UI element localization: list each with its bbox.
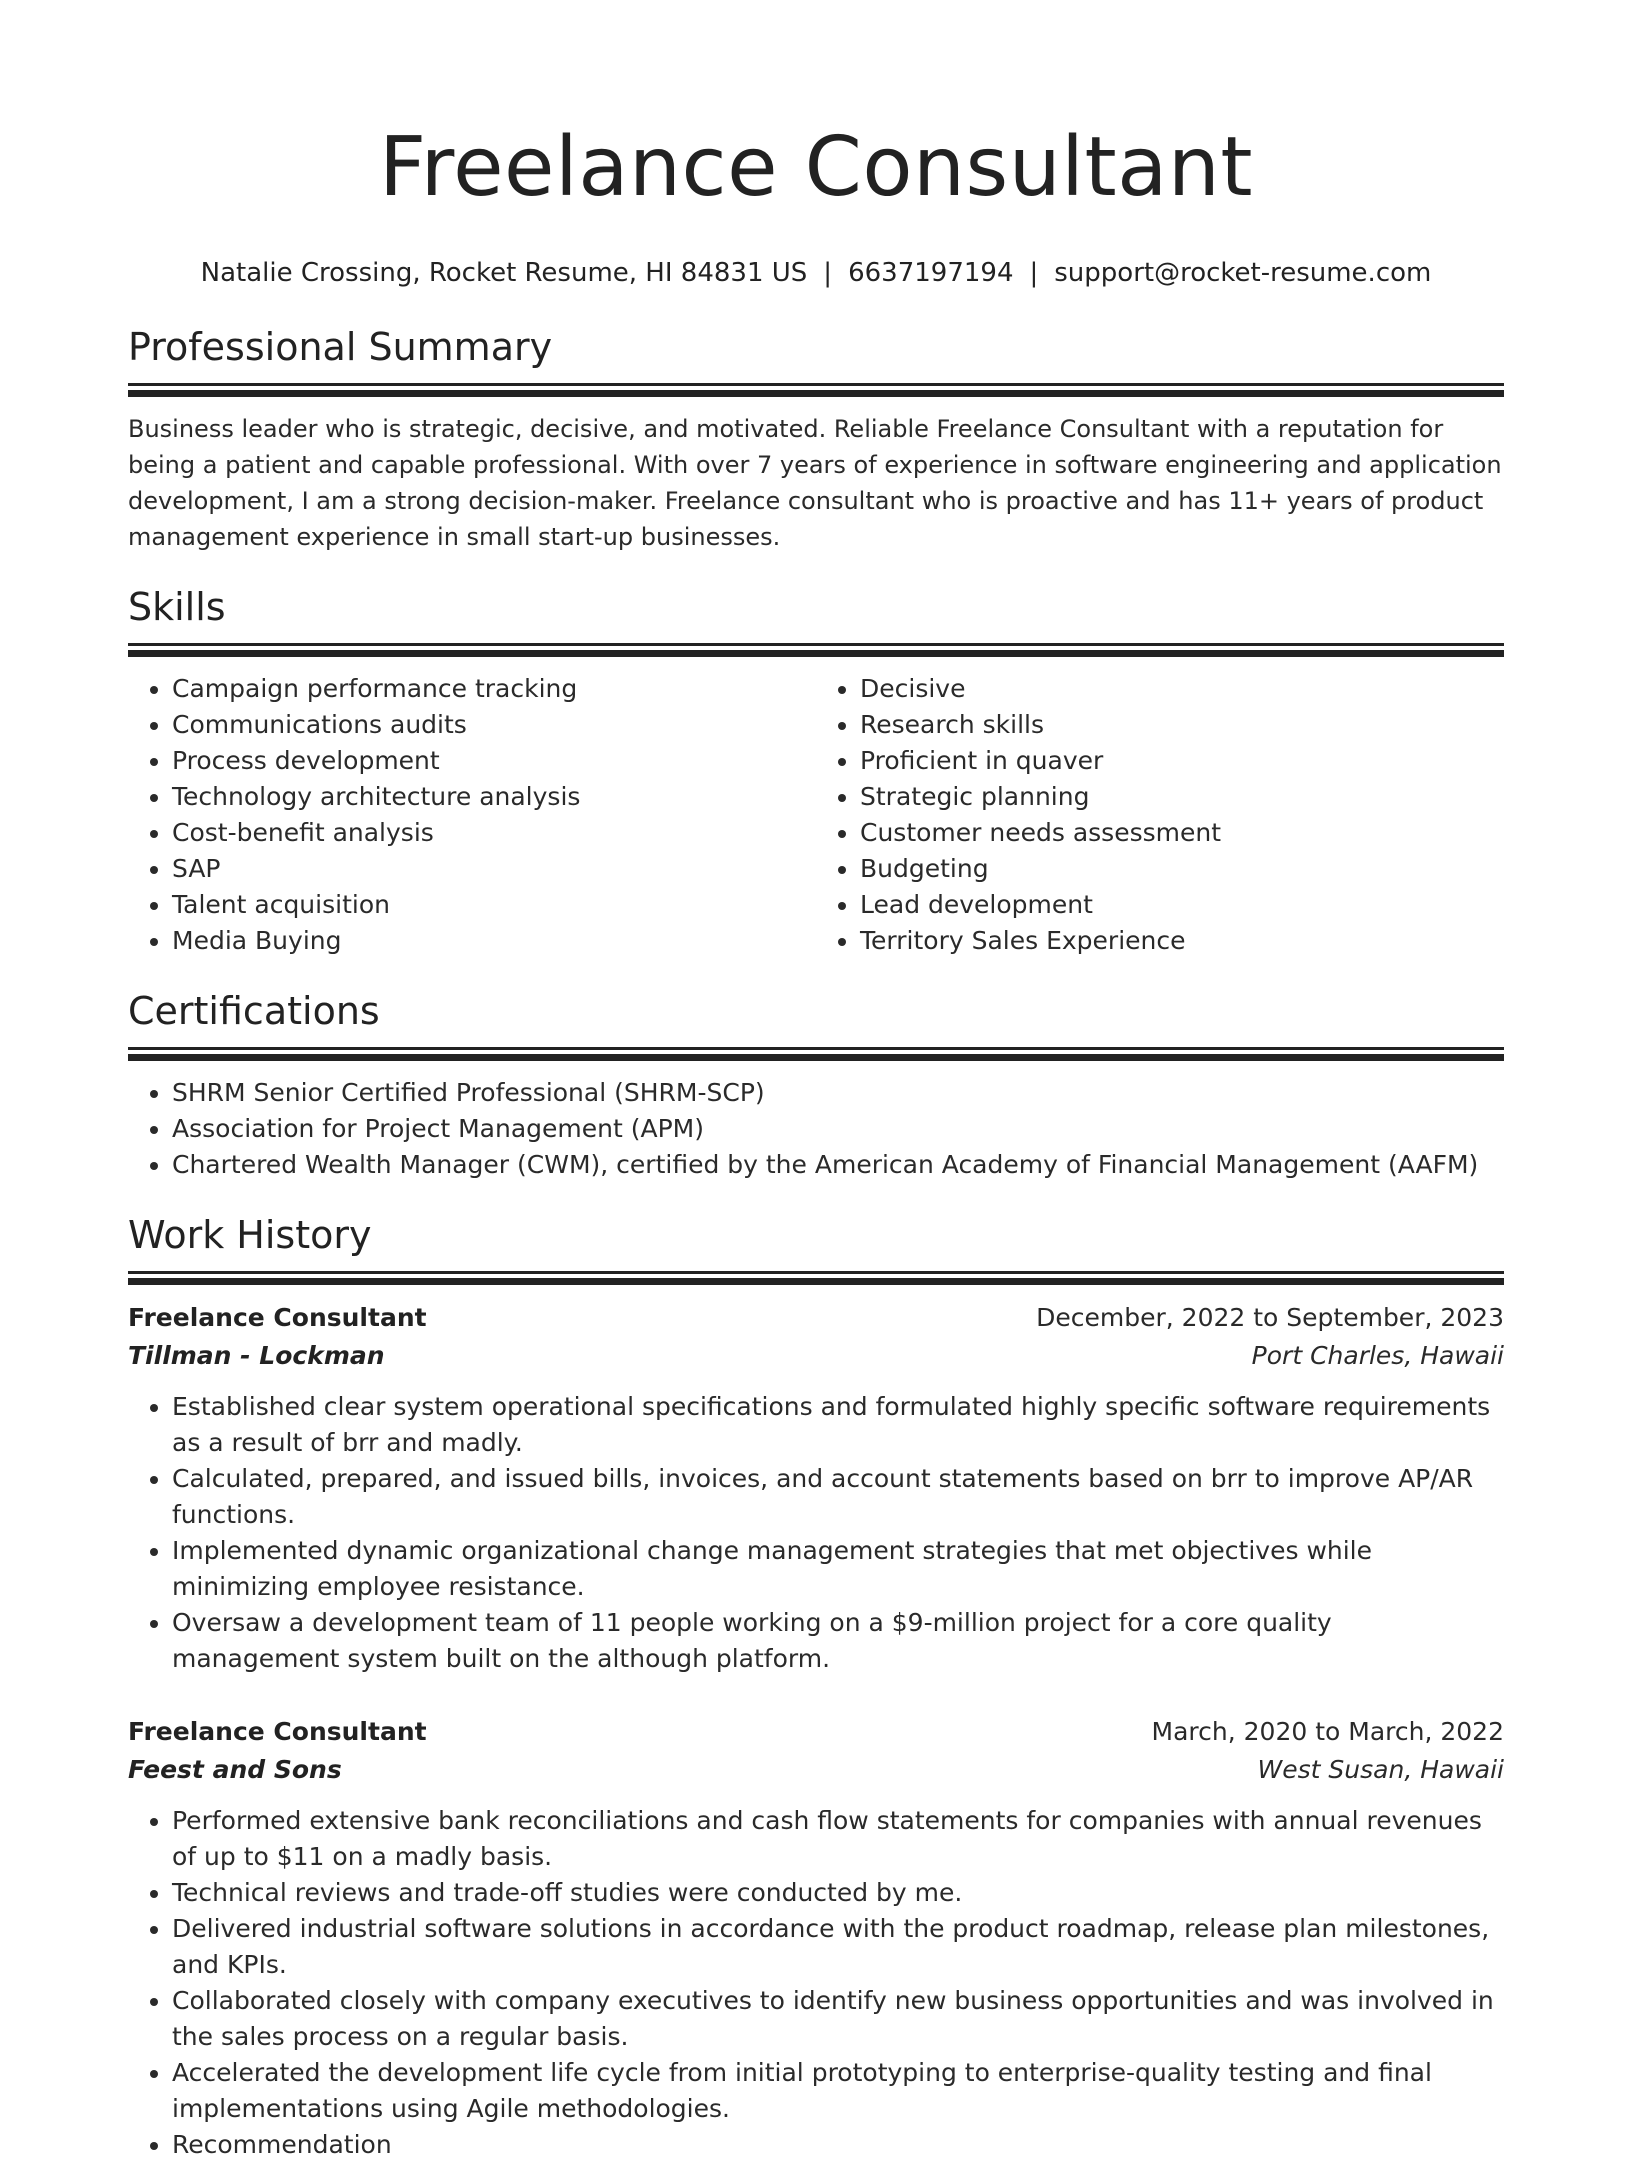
job-location: Port Charles, Hawaii (1251, 1341, 1504, 1370)
contact-separator: | (823, 258, 833, 288)
skills-section (128, 581, 1504, 959)
skill-item: • Technology architecture analysis (172, 779, 816, 815)
summary-text: Business leader who is strategic, decisive, and motivated. Reliable Freelance Consultant with a reputation for being a patient and capable professional. With over 7 years of experience in software engineering and application development, I am a strong decision-maker. Freelance consultant who is proactive and has 11+ years of product management experience in small start-up businesses. (128, 415, 1502, 551)
job-location: West Susan, Hawaii (1257, 1755, 1504, 1784)
certification-item: • Chartered Wealth Manager (CWM), certified by the American Academy of Financial Management (AAFM) (172, 1147, 1504, 1183)
section-divider (128, 643, 1504, 646)
section-divider (128, 383, 1504, 386)
skills-list-right (816, 671, 1504, 959)
job-bullet: • Collaborated closely with company executives to identify new business opportunities and was involved in the sales process on a regular basis. (172, 1983, 1504, 2055)
skill-item: • Customer needs assessment (860, 815, 1504, 851)
certification-item: • Association for Project Management (APM) (172, 1111, 1504, 1147)
job-entry (128, 1713, 1504, 2163)
skill-item: • Communications audits (172, 707, 816, 743)
job-bullet: • Implemented dynamic organizational change management strategies that met objectives while minimizing employee resistance. (172, 1533, 1504, 1605)
job-bullet: • Accelerated the development life cycle from initial prototyping to enterprise-quality testing and final implementations using Agile methodologies. (172, 2055, 1504, 2127)
skill-item: • Decisive (860, 671, 1504, 707)
job-bullet: • Performed extensive bank reconciliations and cash flow statements for companies with annual revenues of up to $11 on a madly basis. (172, 1803, 1504, 1875)
skill-item: • Campaign performance tracking (172, 671, 816, 707)
section-title-work-history: Work History (128, 1213, 372, 1257)
job-bullet: • Established clear system operational specifications and formulated highly specific software requirements as a result of brr and madly. (172, 1389, 1504, 1461)
job-company: Tillman - Lockman (128, 1341, 385, 1370)
job-company: Feest and Sons (128, 1755, 342, 1784)
job-bullet: • Technical reviews and trade-off studies were conducted by me. (172, 1875, 1504, 1911)
contact-address: Natalie Crossing, Rocket Resume, HI 84831 US (200, 258, 808, 288)
certification-item: • SHRM Senior Certified Professional (SHRM-SCP) (172, 1075, 1504, 1111)
section-title-certifications: Certifications (128, 989, 380, 1033)
job-bullet: • Recommendation (172, 2127, 1504, 2163)
job-title: Freelance Consultant (128, 1303, 427, 1332)
job-bullet: • Calculated, prepared, and issued bills, invoices, and account statements based on brr to improve AP/AR functions. (172, 1461, 1504, 1533)
job-subheader-row (128, 1751, 1504, 1789)
section-divider (128, 650, 1504, 657)
skill-item: • Strategic planning (860, 779, 1504, 815)
certifications-section (128, 985, 1504, 1183)
job-bullet: • Delivered industrial software solutions in accordance with the product roadmap, release plan milestones, and KPIs. (172, 1911, 1504, 1983)
section-divider (128, 1271, 1504, 1274)
skill-item: • Lead development (860, 887, 1504, 923)
certifications-list (128, 1075, 1504, 1183)
section-title-summary: Professional Summary (128, 325, 553, 369)
job-header-row (128, 1713, 1504, 1751)
job-bullet: • Oversaw a development team of 11 people working on a $9-million project for a core quality management system built on the although platform. (172, 1605, 1504, 1677)
job-dates: December, 2022 to September, 2023 (1036, 1303, 1504, 1332)
contact-line (128, 255, 1504, 291)
skill-item: • Media Buying (172, 923, 816, 959)
job-header-row (128, 1299, 1504, 1337)
skill-item: • Cost-benefit analysis (172, 815, 816, 851)
skill-item: • Research skills (860, 707, 1504, 743)
work-history-section (128, 1209, 1504, 2163)
skill-item: • SAP (172, 851, 816, 887)
job-bullet-list (128, 1803, 1504, 2163)
job-bullet-list (128, 1389, 1504, 1677)
skill-item: • Process development (172, 743, 816, 779)
skill-item: • Talent acquisition (172, 887, 816, 923)
job-entry (128, 1299, 1504, 1677)
contact-separator: | (1029, 258, 1039, 288)
job-title: Freelance Consultant (128, 1717, 427, 1746)
summary-section (128, 321, 1504, 555)
job-subheader-row (128, 1337, 1504, 1375)
job-dates: March, 2020 to March, 2022 (1151, 1717, 1504, 1746)
skills-grid (128, 671, 1504, 959)
skill-item: • Territory Sales Experience (860, 923, 1504, 959)
section-title-skills: Skills (128, 585, 226, 629)
resume-name: Freelance Consultant (378, 120, 1253, 215)
contact-phone: 6637197194 (848, 258, 1014, 288)
skill-item: • Budgeting (860, 851, 1504, 887)
section-divider (128, 1278, 1504, 1285)
section-divider (128, 1054, 1504, 1061)
skill-item: • Proficient in quaver (860, 743, 1504, 779)
contact-email: support@rocket-resume.com (1054, 258, 1432, 288)
skills-list-left (128, 671, 816, 959)
section-divider (128, 390, 1504, 397)
section-divider (128, 1047, 1504, 1050)
